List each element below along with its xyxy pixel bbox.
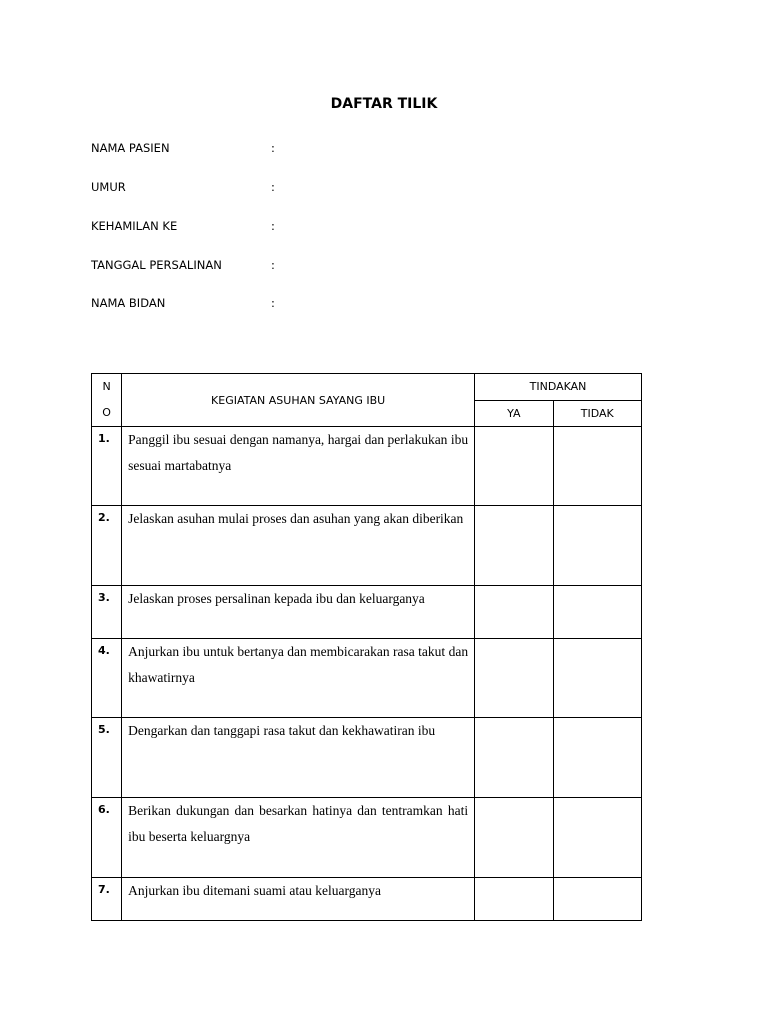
field-label: TANGGAL PERSALINAN bbox=[91, 258, 222, 272]
field-pregnancy-number bbox=[91, 219, 275, 233]
field-colon: : bbox=[271, 141, 275, 155]
check-yes-cell[interactable] bbox=[475, 506, 553, 586]
row-activity: Panggil ibu sesuai dengan namanya, hargai dan perlakukan ibu sesuai martabatnya bbox=[122, 427, 475, 506]
header-no bbox=[92, 374, 122, 427]
row-number: 3. bbox=[92, 586, 122, 639]
header-action: TINDAKAN bbox=[475, 374, 642, 401]
check-no-cell[interactable] bbox=[553, 506, 642, 586]
check-yes-cell[interactable] bbox=[475, 878, 553, 921]
field-midwife-name bbox=[91, 296, 275, 310]
check-yes-cell[interactable] bbox=[475, 427, 553, 506]
field-age bbox=[91, 180, 275, 194]
check-no-cell[interactable] bbox=[553, 586, 642, 639]
field-label: UMUR bbox=[91, 180, 126, 194]
field-label: NAMA BIDAN bbox=[91, 296, 166, 310]
field-colon: : bbox=[271, 296, 275, 310]
table-row bbox=[92, 798, 642, 878]
checklist-table bbox=[91, 373, 642, 921]
row-activity: Jelaskan asuhan mulai proses dan asuhan yang akan diberikan bbox=[122, 506, 475, 586]
table-row bbox=[92, 427, 642, 506]
table-row bbox=[92, 586, 642, 639]
table-row bbox=[92, 639, 642, 718]
field-colon: : bbox=[271, 219, 275, 233]
check-yes-cell[interactable] bbox=[475, 639, 553, 718]
field-delivery-date bbox=[91, 258, 275, 272]
page-title: DAFTAR TILIK bbox=[330, 96, 438, 112]
row-activity: Anjurkan ibu untuk bertanya dan membicarakan rasa takut dan khawatirnya bbox=[122, 639, 475, 718]
row-activity: Dengarkan dan tanggapi rasa takut dan kekhawatiran ibu bbox=[122, 718, 475, 798]
check-yes-cell[interactable] bbox=[475, 798, 553, 878]
row-number: 6. bbox=[92, 798, 122, 878]
field-label: KEHAMILAN KE bbox=[91, 219, 178, 233]
check-no-cell[interactable] bbox=[553, 427, 642, 506]
row-number: 4. bbox=[92, 639, 122, 718]
field-label: NAMA PASIEN bbox=[91, 141, 170, 155]
table-row bbox=[92, 718, 642, 798]
row-activity: Anjurkan ibu ditemani suami atau keluarganya bbox=[122, 878, 475, 921]
table-row bbox=[92, 878, 642, 921]
header-no-column: TIDAK bbox=[553, 400, 642, 427]
header-no-line2: O bbox=[102, 406, 111, 419]
field-colon: : bbox=[271, 180, 275, 194]
row-number: 5. bbox=[92, 718, 122, 798]
row-number: 2. bbox=[92, 506, 122, 586]
check-no-cell[interactable] bbox=[553, 718, 642, 798]
row-number: 7. bbox=[92, 878, 122, 921]
row-number: 1. bbox=[92, 427, 122, 506]
check-no-cell[interactable] bbox=[553, 639, 642, 718]
check-yes-cell[interactable] bbox=[475, 718, 553, 798]
check-no-cell[interactable] bbox=[553, 878, 642, 921]
check-no-cell[interactable] bbox=[553, 798, 642, 878]
check-yes-cell[interactable] bbox=[475, 586, 553, 639]
header-activity: KEGIATAN ASUHAN SAYANG IBU bbox=[122, 374, 475, 427]
row-activity: Berikan dukungan dan besarkan hatinya dan tentramkan hati ibu beserta keluargnya bbox=[122, 798, 475, 878]
header-no-line1: N bbox=[102, 380, 111, 393]
row-activity: Jelaskan proses persalinan kepada ibu dan keluarganya bbox=[122, 586, 475, 639]
table-row bbox=[92, 506, 642, 586]
field-patient-name bbox=[91, 141, 275, 155]
header-yes: YA bbox=[475, 400, 553, 427]
field-colon: : bbox=[271, 258, 275, 272]
